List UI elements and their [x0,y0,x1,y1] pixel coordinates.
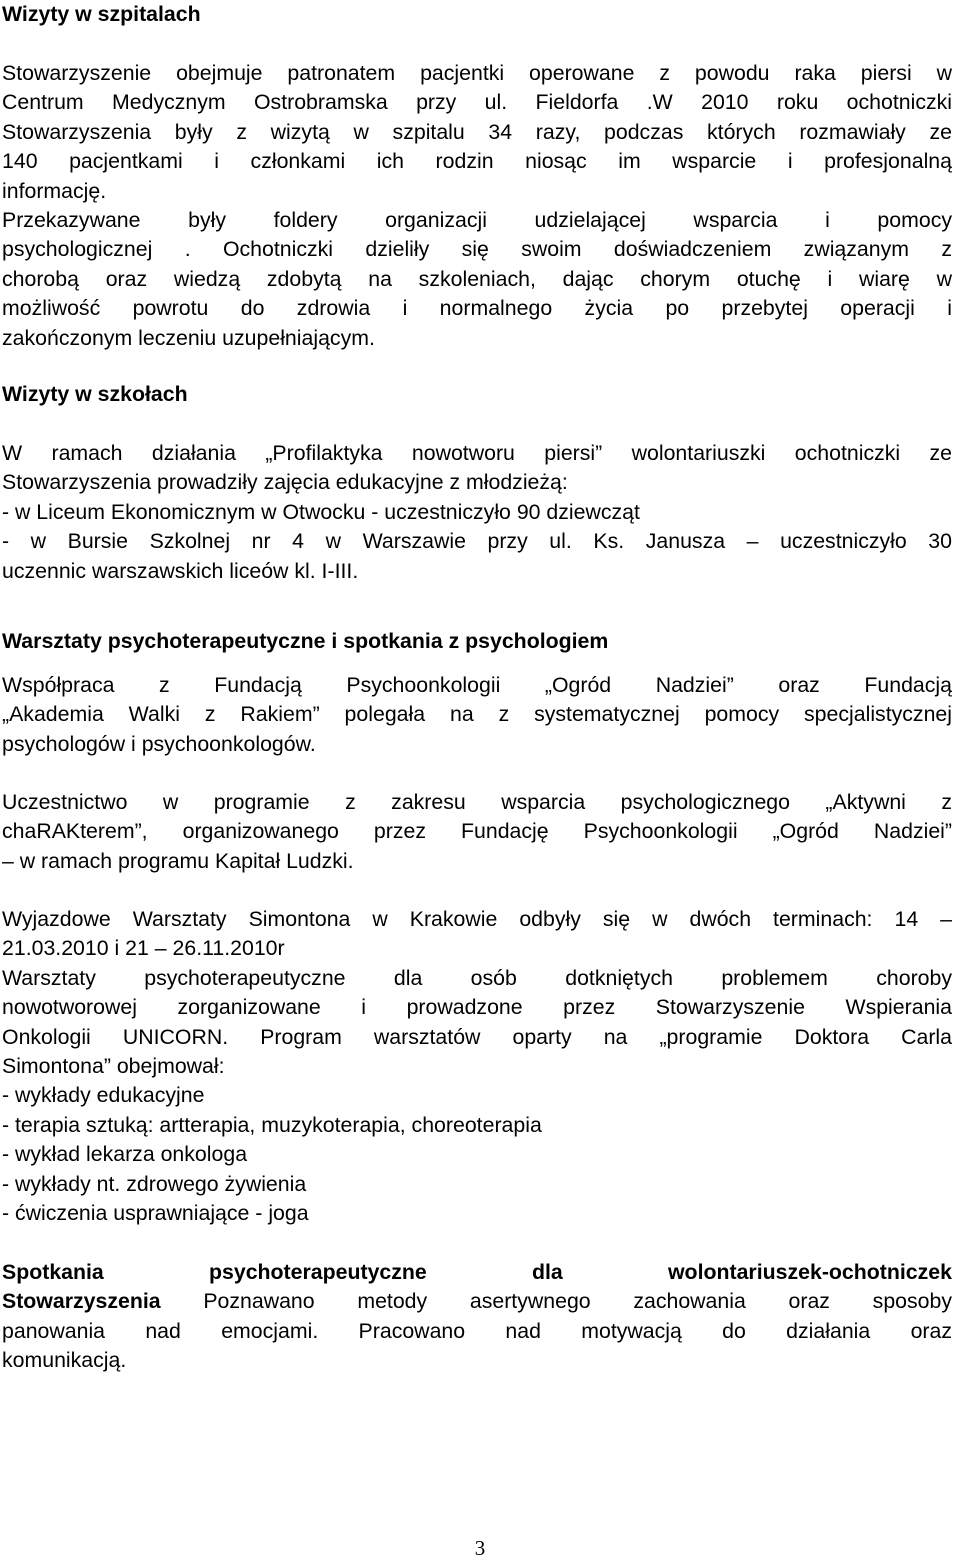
paragraph-line: psychologów i psychoonkologów. [2,731,316,756]
paragraph-line: Stowarzyszenia prowadziły zajęcia edukacyjne z młodzieżą: [2,470,568,495]
paragraph-line: Współpraca z Fundacją Psychoonkologii „Ogród Nadziei” oraz Fundacją [2,673,952,697]
section-heading: Wizyty w szpitalach [2,2,201,26]
paragraph-line: psychologicznej . Ochotniczki dzieliły się swoim doświadczeniem związanym z [2,237,952,262]
section-hospital-visits [2,0,952,29]
paragraph-line: uczennic warszawskich liceów kl. I-III. [2,558,359,583]
paragraph-line: informację. [2,178,107,203]
workshops-paragraph-2 [2,788,952,876]
meetings-line-rest: Poznawano metody asertywnego zachowania oraz sposoby [160,1289,952,1314]
paragraph-line: - w Bursie Szkolnej nr 4 w Warszawie przy ul. Ks. Janusza – uczestniczyło 30 [2,529,952,554]
list-item: - ćwiczenia usprawniające - joga [2,1201,309,1226]
list-item: - wykłady edukacyjne [2,1083,205,1108]
schools-paragraph [2,439,952,586]
paragraph-line: chaRAKterem”, organizowanego przez Fundację Psychoonkologii „Ogród Nadziei” [2,819,952,844]
page-number: 3 [474,1536,486,1560]
paragraph-line: Warsztaty psychoterapeutyczne dla osób dotkniętych problemem choroby [2,965,952,990]
paragraph-line: Stowarzyszenie obejmuje patronatem pacjentki operowane z powodu raka piersi w [2,61,952,85]
section-heading: Warsztaty psychoterapeutyczne i spotkania z psychologiem [2,629,609,653]
paragraph-line: 21.03.2010 i 21 – 26.11.2010r [2,936,285,961]
workshops-paragraph-3 [2,905,952,1228]
workshops-paragraph-1 [2,671,952,759]
paragraph-line: – w ramach programu Kapitał Ludzki. [2,848,354,873]
paragraph-line: - w Liceum Ekonomicznym w Otwocku - uczestniczyło 90 dziewcząt [2,499,640,524]
paragraph-line: Stowarzyszenia były z wizytą w szpitalu 34 razy, podczas których rozmawiały ze [2,119,952,144]
meetings-heading-line: Spotkania psychoterapeutyczne dla wolontariuszek-ochotniczek [2,1260,952,1284]
paragraph-line: Simontona” obejmował: [2,1054,225,1079]
section-school-visits [2,380,952,409]
paragraph-line: zakończonym leczeniu uzupełniającym. [2,325,375,350]
paragraph-line [2,1287,952,1316]
section-heading: Wizyty w szkołach [2,382,188,406]
paragraph-line: panowania nad emocjami. Pracowano nad motywacją do działania oraz [2,1318,952,1343]
paragraph-line: Centrum Medycznym Ostrobramska przy ul. Fieldorfa .W 2010 roku ochotniczki [2,90,952,115]
hospital-paragraph [2,59,952,353]
list-item: - wykłady nt. zdrowego żywienia [2,1171,307,1196]
paragraph-line: „Akademia Walki z Rakiem” polegała na z systematycznej pomocy specjalistycznej [2,702,952,727]
paragraph-line: chorobą oraz wiedzą zdobytą na szkoleniach, dając chorym otuchę i wiarę w [2,266,952,291]
meetings-heading-lead: Stowarzyszenia [2,1289,161,1314]
paragraph-line: komunikacją. [2,1348,127,1373]
paragraph-line: nowotworowej zorganizowane i prowadzone przez Stowarzyszenie Wspierania [2,995,952,1020]
paragraph-line: możliwość powrotu do zdrowia i normalnego życia po przebytej operacji i [2,296,952,321]
paragraph-line: Uczestnictwo w programie z zakresu wsparcia psychologicznego „Aktywni z [2,790,952,814]
paragraph-line: Wyjazdowe Warsztaty Simontona w Krakowie odbyły się w dwóch terminach: 14 – [2,907,952,931]
paragraph-line: W ramach działania „Profilaktyka nowotworu piersi” wolontariuszki ochotniczki ze [2,441,952,465]
paragraph-line: 140 pacjentkami i członkami ich rodzin niosąc im wsparcie i profesjonalną [2,149,952,174]
list-item: - terapia sztuką: artterapia, muzykoterapia, choreoterapia [2,1112,542,1137]
section-workshops [2,627,952,656]
list-item: - wykład lekarza onkologa [2,1142,248,1167]
paragraph-line: Przekazywane były foldery organizacji udzielającej wsparcia i pomocy [2,208,952,233]
section-meetings [2,1258,952,1376]
paragraph-line: Onkologii UNICORN. Program warsztatów oparty na „programie Doktora Carla [2,1024,952,1049]
